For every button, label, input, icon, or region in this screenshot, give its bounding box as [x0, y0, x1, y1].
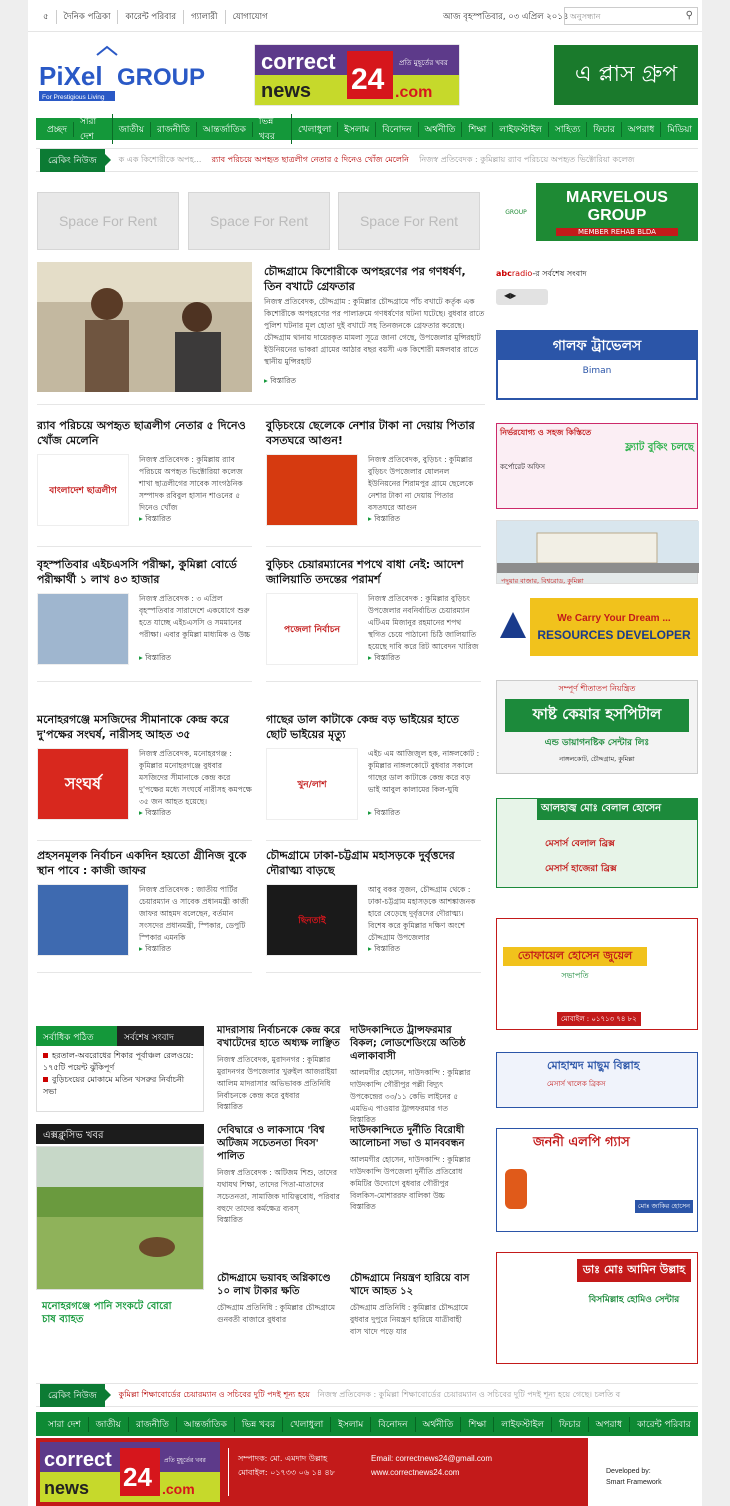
rent-ad-slot[interactable]: Space For Rent [188, 192, 330, 250]
flat-line: নির্ভরযোগ্য ও সহজ কিস্তিতে [500, 428, 592, 437]
gulf-travels-ad[interactable] [496, 330, 698, 400]
lead-photo[interactable] [37, 262, 252, 392]
marvelous-group-ad[interactable] [496, 183, 698, 241]
story-title[interactable]: চৌদ্দগ্রামে ভয়াবহ অগ্নিকাণ্ডে ১০ লাখ টাকার ক্ষতি [217, 1273, 331, 1297]
resources-line1: We Carry Your Dream ... [557, 612, 671, 624]
story-thumbnail[interactable] [266, 748, 358, 820]
more-label: বিস্তারিত [145, 944, 171, 953]
story-thumbnail[interactable] [266, 593, 358, 665]
small-story [217, 1272, 342, 1338]
search-icon[interactable]: ⚲ [685, 10, 693, 21]
masum-name: মোহাম্মদ মাছুম বিল্লাহ [547, 1059, 640, 1072]
tab-latest[interactable]: সর্বশেষ সংবাদ [117, 1026, 204, 1046]
footer-website[interactable]: www.correctnews24.com [371, 1468, 460, 1477]
story-title[interactable]: চৌদ্দগ্রামে ঢাকা-চট্টগ্রাম মহাসড়কে দুর্বৃত্তদের দৌরাত্ম্য বাড়ছে [266, 849, 455, 877]
marvelous-sub: MEMBER REHAB BLDA [556, 228, 678, 236]
tab-most-read[interactable]: সর্বাধিক পঠিত [36, 1026, 117, 1046]
nav-item[interactable]: ফিচার [587, 122, 622, 137]
story-more-link[interactable] [139, 653, 252, 665]
footer-divider [228, 1448, 229, 1496]
nav-item[interactable]: খেলাধুলা [292, 122, 338, 137]
homeo-ad[interactable] [496, 1252, 698, 1364]
list-item-text: বুড়িচংয়ের মোকামে মতিন খসরুর নির্বাচনী সভা [43, 1075, 185, 1096]
story-thumbnail[interactable] [37, 593, 129, 665]
svg-text:GROUP: GROUP [117, 64, 206, 91]
lpg-name: জননী এলপি গ্যাস [533, 1135, 630, 1150]
arrow-icon: ▸ [264, 376, 271, 385]
story-more-link[interactable] [368, 808, 481, 820]
footer-nav-item[interactable]: রাজনীতি [129, 1417, 177, 1432]
divider [266, 546, 481, 547]
story-excerpt: নিজস্ব প্রতিবেদক : কুমিল্লায় র‌্যাব পরিচয়ে অপহৃত ভিক্টোরিয়া কলেজ শাখা ছাত্রলীগের সাবেক সাংগঠনিক সম্পাদক রবিবুল হাসান শাওনের ৫ দিনেও খোঁজ [139, 455, 243, 512]
footer-nav-item[interactable]: সারা দেশ [41, 1417, 89, 1432]
footer-nav-item[interactable]: খেলাধুলা [283, 1417, 331, 1432]
story-excerpt: চৌদ্দগ্রাম প্রতিনিধি : কুমিল্লার চৌদ্দগ্রামে বুধবার দুপুরে নিয়ন্ত্রণ হারিয়ে যাত্রীবাহী বাস খাদে পড়ে যার [350, 1303, 469, 1336]
nav-item[interactable]: সারা দেশ [74, 114, 113, 144]
resources-developer-ad[interactable] [496, 598, 698, 656]
dev-label: Developed by: [606, 1468, 651, 1475]
story-excerpt: আবু বকর সুজন, চৌদ্দগ্রাম থেকে : ঢাকা-চট্টগ্রাম মহাসড়কে আশঙ্কাজনক হারে বেড়েছে দুর্বৃত্তদের দৌরাত্ম্য। বিশেষ করে কুমিল্লার দক্ষিণ অংশে চৌদ্দগ্রাম উপজেলার [368, 885, 476, 942]
breaking-ticker[interactable] [119, 1389, 620, 1402]
footer-nav-item[interactable]: বিনোদন [371, 1417, 415, 1432]
top-nav-gallery[interactable]: গ্যালারী [184, 10, 225, 24]
nav-item[interactable]: মিডিয়া [667, 124, 692, 135]
ticker-item[interactable]: নিজস্ব প্রতিবেদক : কুমিল্লা শিক্ষাবোর্ডের চেয়ারম্যান ও সচিবের দুটি পদই শূন্য হয়ে গেছে। চলতি ব [317, 1389, 621, 1399]
search-input[interactable] [564, 7, 698, 25]
biman-label: Biman [582, 366, 612, 376]
top-nav [36, 10, 275, 24]
lead-title[interactable]: চৌদ্দগ্রামে কিশোরীকে অপহরণের পর গণধর্ষণ, তিন বখাটে গ্রেফতার [264, 265, 466, 293]
more-label: বিস্তারিত [350, 1202, 376, 1211]
story-card [266, 712, 481, 820]
story-card [37, 712, 252, 820]
story-more-link[interactable] [139, 808, 252, 820]
abc-radio-widget[interactable] [496, 268, 698, 314]
current-date: আজ বৃহস্পতিবার, ০৩ এপ্রিল ২০১৪ [443, 12, 569, 22]
exclusive-caption[interactable]: মনোহরগঞ্জে পানি সংকটে বোরো চাষ ব্যাহত [42, 1301, 172, 1325]
list-item[interactable] [43, 1074, 197, 1098]
svg-text:24: 24 [123, 1462, 152, 1492]
story-title[interactable]: গাছের ডাল কাটাকে কেন্দ্র বড় ভাইয়ের হাতে ছোট ভাইয়ের মৃত্যু [266, 713, 459, 741]
exclusive-heading: এক্সক্লুসিভ খবর [36, 1124, 204, 1144]
play-icon: ◀▶ [504, 291, 517, 300]
story-excerpt: আলমগীর হোসেন, দাউদকান্দি : কুমিল্লার দাউদকান্দি গৌরীপুর পল্লী বিদ্যুৎ উপকেন্দ্রের ৩৩/১১ কেভি লাইনের ৫ এমভিএ পাওয়ার ট্রান্সফরমার গত [350, 1068, 471, 1113]
small-story [350, 1124, 475, 1214]
lpg-person: মোঃ জাকির হোসেন [635, 1200, 693, 1213]
small-story [217, 1124, 342, 1227]
rent-ad-slot[interactable]: Space For Rent [37, 192, 179, 250]
story-excerpt: এইচ এম আজিজুল হক, নাঙ্গলকোট : কুমিল্লার নাঙ্গলকোটে বুধবার সকালে গাছের ডাল কাটাকে কেন্দ্র করে বড় ভাই আবুল কালামের কিল-ঘুষি [368, 749, 480, 794]
story-title[interactable]: প্রহসনমূলক নির্বাচন একদিন হয়তো গ্রীনিজ বুকে স্থান পাবে : কাজী জাফর [37, 849, 247, 877]
flat-booking-ad[interactable] [496, 423, 698, 509]
svg-text:For Prestigious Living: For Prestigious Living [42, 94, 105, 101]
story-title[interactable]: দাউদকান্দিতে দুর্নীতি বিরোধী আলোচনা সভা ও মানববন্ধন [350, 1125, 465, 1149]
footer-nav-item[interactable]: আন্তর্জাতিক [177, 1417, 235, 1432]
story-title[interactable]: মনোহরগঞ্জে মসজিদের সীমানাকে কেন্দ্র করে দু'পক্ষের সংঘর্ষ, নারীসহ আহত ৩৫ [37, 713, 229, 741]
lead-more-link[interactable] [264, 376, 296, 388]
breaking-ticker[interactable] [119, 154, 635, 167]
pixel-group-ad[interactable] [37, 45, 206, 105]
radio-play-button[interactable] [496, 289, 548, 305]
more-label: বিস্তারিত [145, 653, 171, 662]
story-card [37, 557, 252, 665]
svg-text:প্রতি মুহূর্তের খবর: প্রতি মুহূর্তের খবর [399, 59, 448, 67]
footer-nav-item[interactable]: লাইফস্টাইল [494, 1417, 552, 1432]
more-label: বিস্তারিত [217, 1215, 243, 1224]
divider [266, 681, 481, 682]
nav-item[interactable]: ইসলাম [338, 122, 376, 137]
tofayel-name: তোফায়েল হোসেন জুয়েল [503, 947, 647, 966]
abc-tagline: -র সর্বশেষ সংবাদ [532, 269, 587, 278]
homeo-firm: বিসমিল্লাহ হোমিও সেন্টার [588, 1295, 680, 1305]
aplus-group-ad[interactable]: এ প্লাস গ্রুপ [554, 45, 698, 105]
svg-text:correct: correct [44, 1449, 112, 1471]
nav-item[interactable]: রাজনীতি [151, 122, 197, 137]
story-excerpt: নিজস্ব প্রতিবেদক : ৩ এপ্রিল বৃহস্পতিবার সারাদেশে একযোগে শুরু হতে যাচ্ছে এইচএসসি ও সমমানের পরীক্ষা। এবার কুমিল্লা মাধ্যমিক ও উচ্চ [139, 594, 251, 639]
correctnews24-logo[interactable] [255, 45, 459, 105]
divider [37, 840, 252, 841]
hospital-address: নাঙ্গলকোট, চৌদ্দগ্রাম, কুমিল্লা [559, 755, 635, 763]
story-excerpt: নিজস্ব প্রতিবেদক : অটিজম শিশু, তাদের যথাযথ শিক্ষা, তাদের পিতা-মাতাদের সচেতনতা, সামাজিক দায়িত্ববোধ, পরিবার বহুদে তাদের কর্মক্ষেত্র ব্যবস্ [217, 1168, 340, 1213]
marvelous-name: MARVELOUS GROUP [566, 188, 668, 224]
breaking-label: ব্রেকিং নিউজ [40, 1384, 105, 1407]
arrow-icon: ▸ [139, 514, 146, 523]
svg-text:.com: .com [162, 1481, 195, 1497]
flat-title: ফ্ল্যাট বুকিং চলছে [625, 442, 694, 453]
arrow-icon: ▸ [368, 944, 375, 953]
svg-text:PiXel: PiXel [39, 61, 103, 91]
story-more-link[interactable] [368, 944, 481, 956]
divider [266, 840, 481, 841]
masum-firm: মেসার্স খালেক ব্রিকস [547, 1080, 606, 1088]
thumbnail-label: সংঘর্ষ [64, 773, 102, 793]
arrow-icon: ▸ [139, 944, 146, 953]
story-excerpt: নিজস্ব প্রতিবেদক, মুরাদনগর : কুমিল্লার মুরাদনগর উপজেলার খুরুইল আজরাইয়া আলিম মাদরাসার অভিভাবক প্রতিনিধি নির্বাচনকে কেন্দ্র করে বুধবার [217, 1055, 338, 1100]
gulf-name: গালফ ট্রাভেলস [498, 332, 696, 360]
footer-email[interactable]: Email: correctnews24@gmail.com [371, 1454, 493, 1463]
ticker-item[interactable]: র‌্যাব পরিচয়ে অপহৃত ছাত্রলীগ নেতার ৫ দিনেও খোঁজ মেলেনি [211, 154, 409, 164]
bullet-icon [43, 1053, 48, 1058]
tofayel-ad[interactable] [496, 918, 698, 1030]
story-thumbnail[interactable] [266, 884, 358, 956]
story-excerpt: চৌদ্দগ্রাম প্রতিনিধি : কুমিল্লার চৌদ্দগ্রামে গুনবতী বাজারে বুধবার [217, 1303, 336, 1324]
footer-logo[interactable] [40, 1442, 220, 1502]
list-item-text: হরতাল-অবরোধের শিকার পূর্বাঞ্চল রেলওয়ে: ১৭৫টি পয়েন্ট ঝুঁকিপূর্ণ [43, 1051, 194, 1072]
story-card [37, 848, 252, 956]
belal-bricks-ad[interactable] [496, 798, 698, 888]
footer-nav-item[interactable]: অপরাধ [589, 1417, 631, 1432]
resources-logo [496, 598, 530, 656]
svg-text:প্রতি মুহূর্তের খবর: প্রতি মুহূর্তের খবর [164, 1457, 206, 1464]
building-caption: পদুয়ার বাজার, বিশ্বরোড, কুমিল্লা [501, 577, 584, 585]
top-nav-home[interactable]: ৫ [36, 10, 57, 24]
story-title[interactable]: বুড়িচংয়ে ছেলেকে নেশার টাকা না দেয়ায় পিতার বসতঘরে আগুন! [266, 419, 475, 447]
divider [37, 972, 252, 973]
first-care-hospital-ad[interactable] [496, 680, 698, 774]
developer-credit[interactable] [588, 1438, 698, 1506]
story-excerpt: নিজস্ব প্রতিবেদক : জাতীয় পার্টির চেয়ারম্যান ও সাবেক প্রধানমন্ত্রী কাজী জাফর আহমদ বলেছেন, বর্তমান সংসদের প্রধানমন্ত্রী, স্পিকার, ডেপুটি স্পিকার এমনকি [139, 885, 249, 942]
gas-cylinder-icon [505, 1169, 527, 1209]
main-nav [36, 118, 698, 140]
more-label: বিস্তারিত [270, 376, 296, 385]
thumbnail-label: পজেলা নির্বাচন [283, 624, 341, 635]
divider [266, 972, 481, 973]
radio-label: radio [511, 269, 533, 278]
story-thumbnail[interactable] [266, 454, 358, 526]
more-label: বিস্তারিত [374, 808, 400, 817]
story-excerpt: নিজস্ব প্রতিবেদক : কুমিল্লার বুড়িচং উপজেলার নবনির্বাচিত চেয়ারম্যান এটিএম মিজানুর রহমানের শপথ স্থগিত চেয়ে পাঠানো চিঠি জালিয়াতি হয়েছে দাবি করে রিট আবেদন খারিজ [368, 594, 479, 651]
footer-nav [36, 1412, 698, 1436]
story-title[interactable]: দাউদকান্দিতে ট্রান্সফরমার বিকল; লোডশেডিংয়ে অতিষ্ঠ এলাকাবাসী [350, 1025, 466, 1062]
svg-text:correct: correct [261, 49, 336, 74]
rent-ad-slot[interactable]: Space For Rent [338, 192, 480, 250]
footer [36, 1438, 698, 1506]
small-story [350, 1024, 475, 1127]
svg-text:news: news [44, 1478, 90, 1498]
story-thumbnail[interactable] [37, 884, 129, 956]
thumbnail-label: ছিনতাই [298, 915, 326, 926]
nav-item[interactable]: জাতীয় [113, 122, 151, 137]
resources-line2: RESOURCES DEVELOPER [537, 627, 691, 642]
ticker-item[interactable]: ক এক কিশোরীকে অপহ... [118, 154, 202, 164]
top-nav-contact[interactable]: যোগাযোগ [232, 12, 268, 22]
small-story [217, 1024, 342, 1114]
top-nav-daily[interactable]: দৈনিক পত্রিকা [57, 10, 119, 24]
story-excerpt: আলমগীর হোসেন, দাউদকান্দি : কুমিল্লার দাউদকান্দি উপজেলা দুর্নীতি প্রতিরোধ কমিটির উদ্যোগে বুধবার গৌরীপুর বিলকিস-মোশাররফ বালিকা উচ্চ [350, 1155, 471, 1200]
abc-label: abc [496, 269, 512, 278]
divider [37, 404, 485, 405]
divider [37, 546, 252, 547]
more-label: বিস্তারিত [145, 514, 171, 523]
list-item[interactable] [43, 1050, 197, 1074]
story-title[interactable]: বৃহস্পতিবার এইচএসসি পরীক্ষা, কুমিল্লা বোর্ডে পরীক্ষার্থী ১ লাখ ৪৩ হাজার [37, 558, 237, 586]
more-label: বিস্তারিত [374, 514, 400, 523]
flat-office: কর্পোরেট অফিস [500, 463, 545, 471]
hospital-top: সম্পূর্ণ শীতাতপ নিয়ন্ত্রিত [558, 684, 636, 693]
nav-item[interactable]: ভিন্ন খবর [253, 114, 292, 144]
footer-nav-item[interactable]: ফিচার [552, 1417, 589, 1432]
tab-list [36, 1046, 204, 1112]
arrow-icon: ▸ [139, 808, 146, 817]
more-label: বিস্তারিত [374, 944, 400, 953]
story-title[interactable]: দেবিদ্বারে ও লাকসামে 'বিশ্ব অটিজম সচেতনতা দিবস' পালিত [217, 1125, 325, 1162]
masum-ad[interactable] [496, 1052, 698, 1108]
tofayel-mobile: মোবাইল : ০১৭১৩ ৭৪ ৮২ [557, 1012, 641, 1026]
popular-latest-tabs [36, 1026, 204, 1046]
homeo-name: ডাঃ মোঃ আমিন উল্লাহ [577, 1259, 691, 1282]
story-excerpt: নিজস্ব প্রতিবেদক, মনোহরগঞ্জ : কুমিল্লার মনোহরগঞ্জে বুধবার মসজিদের সীমানাকে কেন্দ্র করে দু'পক্ষের মধ্যে সংঘর্ষে নারীসহ কমপক্ষে ৩৫ জন আহত হয়েছে। [139, 749, 252, 806]
story-more-link[interactable] [139, 514, 252, 526]
hospital-sub: এন্ড ডায়াগনষ্টিক সেন্টার লিঃ [544, 738, 650, 748]
arrow-icon: ▸ [368, 653, 375, 662]
ticker-item[interactable]: নিজস্ব প্রতিবেদক : কুমিল্লায় র‌্যাব পরিচয়ে অপহৃত ভিক্টোরিয়া কলেজ [419, 154, 635, 164]
building-ad[interactable] [496, 520, 698, 584]
story-thumbnail[interactable] [37, 454, 129, 526]
tofayel-post: সভাপতি [561, 971, 589, 980]
nav-item[interactable]: আন্তর্জাতিক [197, 122, 253, 137]
search-placeholder: অনুসন্ধান [570, 12, 601, 21]
arrow-icon: ▸ [139, 653, 146, 662]
story-title[interactable]: র‌্যাব পরিচয়ে অপহৃত ছাত্রলীগ নেতার ৫ দিনেও খোঁজ মেলেনি [37, 419, 246, 447]
more-label: বিস্তারিত [350, 1115, 376, 1124]
breaking-arrow-icon [105, 1389, 111, 1401]
footer-nav-item[interactable]: ভিন্ন খবর [235, 1417, 283, 1432]
story-more-link[interactable] [350, 1202, 475, 1214]
svg-text:.com: .com [395, 84, 433, 101]
nav-item[interactable]: অর্থনীতি [419, 122, 463, 137]
story-title[interactable]: চৌদ্দগ্রামে নিয়ন্ত্রণ হারিয়ে বাস খাদে আহত ১২ [350, 1273, 470, 1297]
story-thumbnail[interactable] [37, 748, 129, 820]
story-card [266, 848, 481, 956]
divider [37, 681, 252, 682]
dev-name: Smart Framework [606, 1479, 662, 1486]
story-card [37, 418, 252, 526]
more-label: বিস্তারিত [145, 808, 171, 817]
footer-mobile: মোবাইল: ০১৭৩৩ ০৬ ১৪ ৪৮ [238, 1468, 335, 1477]
bullet-icon [43, 1077, 48, 1082]
exclusive-photo[interactable] [36, 1146, 204, 1290]
belal-name: আলহাজ্ব মোঃ বেলাল হোসেন [537, 799, 697, 820]
top-bar [28, 0, 702, 32]
story-more-link[interactable] [139, 944, 252, 956]
nav-item[interactable]: বিনোদন [376, 122, 418, 137]
story-more-link[interactable] [368, 653, 481, 665]
thumbnail-label: বাংলাদেশ ছাত্রলীগ [49, 485, 117, 496]
story-title[interactable]: বুড়িচং চেয়ারম্যানের শপথে বাধা নেই: আদেশ জালিয়াতি তদন্তের পরামর্শ [266, 558, 464, 586]
nav-item[interactable]: লাইফস্টাইল [493, 122, 549, 137]
footer-nav-item[interactable]: ইসলাম [331, 1417, 371, 1432]
svg-text:24: 24 [351, 63, 385, 96]
marvelous-logo: GROUP [496, 183, 536, 241]
page [28, 0, 702, 1506]
footer-nav-item[interactable]: জাতীয় [89, 1417, 129, 1432]
footer-nav-item[interactable]: কারেন্ট পরিবার [637, 1419, 691, 1430]
thumbnail-label: খুন/লাশ [297, 779, 327, 790]
story-excerpt: নিজস্ব প্রতিবেদক, বুড়িচং : কুমিল্লার বুড়িচং উপজেলার ষোলনল ইউনিয়নের শিরামপুর গ্রামে ছেলেকে নেশার টাকা না দেয়ায় পিতার বসতঘরে আগুন [368, 455, 474, 512]
story-title[interactable]: মাদরাসায় নির্বাচনকে কেন্দ্র করে বখাটেদের হাতে অধ্যক্ষ লাঞ্ছিত [217, 1025, 341, 1049]
belal-firm2: মেসার্স হাজেরা ব্রিক্স [545, 864, 617, 874]
story-more-link[interactable] [368, 514, 481, 526]
lpg-gas-ad[interactable] [496, 1128, 698, 1232]
nav-item[interactable]: অপরাধ [622, 122, 662, 137]
story-more-link[interactable] [217, 1215, 342, 1227]
lead-excerpt: নিজস্ব প্রতিবেদক, চৌদ্দগ্রাম : কুমিল্লার চৌদ্দগ্রামে পাঁচ বখাটে কর্তৃক এক কিশোরীকে অপহরণের পর পালাক্রমে গণধর্ষণের ঘটনা ঘটেছে। বুধবার রাতে পুলিশ ঘটনার মূল হোতা দুই বখাটে সহ তিনজনকে গ্রেফতার করেছে। চৌদ্দগ্রাম থানায় দায়েরকৃত মামলা সূত্রে জানা গেছে, উপজেলার মুন্সিরহাট ইউনিয়নের ভাকরা গ্রামের আঠার বছর বয়সী এক কিশোরী মঙ্গলবার রাতে স্থানীয় মুন্সিরহাট [264, 297, 485, 366]
svg-text:news: news [261, 80, 312, 102]
nav-item[interactable]: শিক্ষা [462, 122, 493, 137]
top-nav-family[interactable]: কারেন্ট পরিবার [118, 10, 184, 24]
footer-nav-item[interactable]: শিক্ষা [461, 1417, 494, 1432]
hospital-name: ফাষ্ট কেয়ার হসপিটাল [505, 699, 689, 732]
story-more-link[interactable] [217, 1102, 342, 1114]
breaking-label: ব্রেকিং নিউজ [40, 149, 105, 172]
arrow-icon: ▸ [368, 514, 375, 523]
story-card [266, 557, 481, 665]
nav-item[interactable]: প্রচ্ছদ [41, 122, 74, 137]
ticker-item[interactable]: কুমিল্লা শিক্ষাবোর্ডের চেয়ারম্যান ও সচিবের দুটি পদই শূন্য হয়ে [118, 1389, 310, 1399]
nav-item[interactable]: সাহিত্য [549, 122, 587, 137]
story-card [266, 418, 481, 526]
arrow-icon: ▸ [368, 808, 375, 817]
belal-firm1: মেসার্স বেলাল ব্রিক্স [545, 839, 615, 849]
footer-nav-item[interactable]: অর্থনীতি [416, 1417, 462, 1432]
more-label: বিস্তারিত [374, 653, 400, 662]
more-label: বিস্তারিত [217, 1102, 243, 1111]
small-story [350, 1272, 475, 1338]
breaking-arrow-icon [105, 154, 111, 166]
breaking-news-bar [36, 148, 698, 172]
footer-editor: সম্পাদক: মো. এমদাদ উল্লাহ [238, 1454, 328, 1463]
bottom-breaking-bar [36, 1383, 698, 1407]
